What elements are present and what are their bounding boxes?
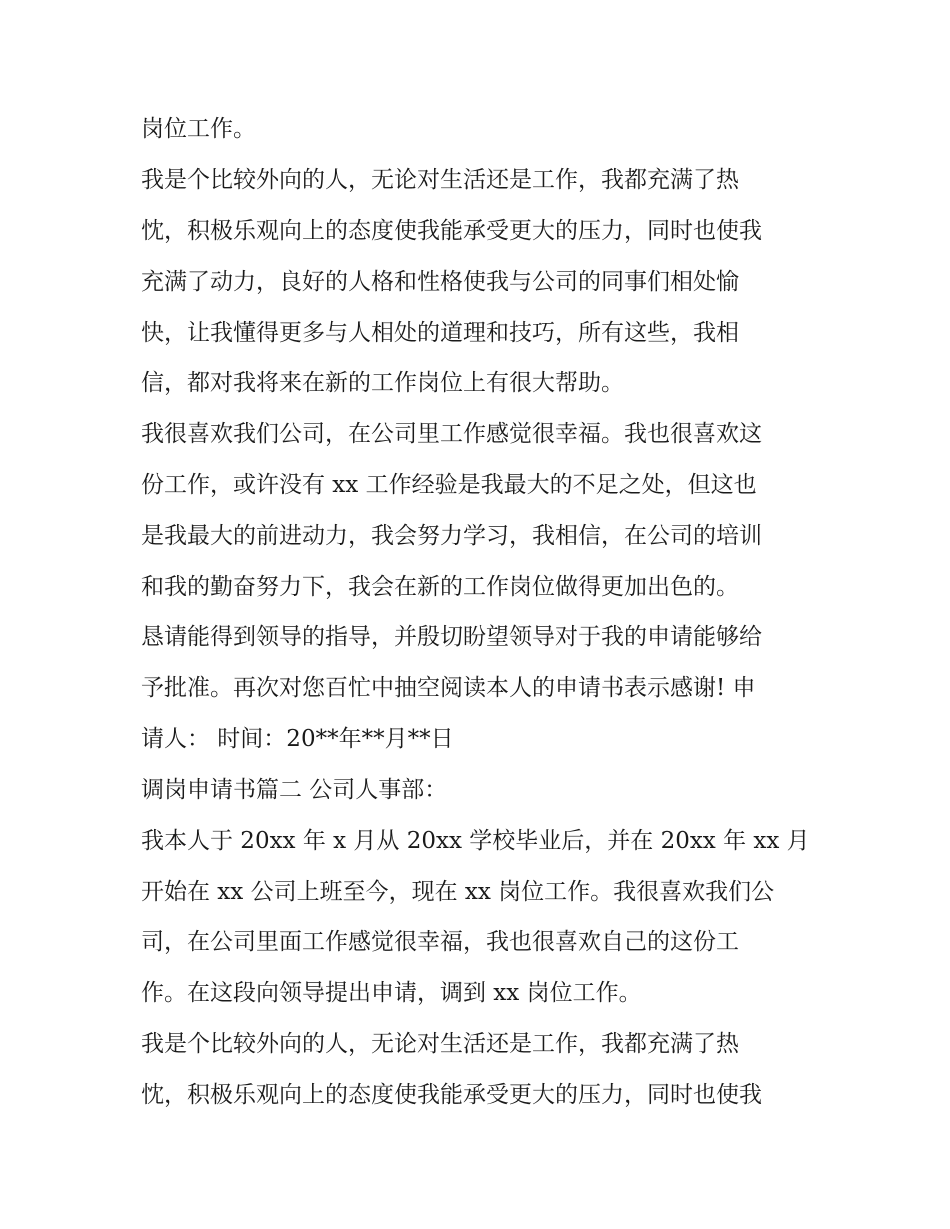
text-line: 充满了动力，良好的人格和性格使我与公司的同事们相处愉 bbox=[141, 269, 739, 295]
text-line: 我很喜欢我们公司，在公司里工作感觉很幸福。我也很喜欢这 bbox=[141, 421, 762, 447]
text-line: 快，让我懂得更多与人相处的道理和技巧，所有这些，我相 bbox=[141, 320, 739, 346]
text-line: 是我最大的前进动力，我会努力学习，我相信，在公司的培训 bbox=[141, 523, 762, 549]
text-line: 请人： 时间：20**年**月**日 bbox=[141, 726, 454, 752]
text-line: 忱，积极乐观向上的态度使我能承受更大的压力，同时也使我 bbox=[141, 1082, 762, 1108]
text-line: 信，都对我将来在新的工作岗位上有很大帮助。 bbox=[141, 370, 624, 396]
text-line: 和我的勤奋努力下，我会在新的工作岗位做得更加出色的。 bbox=[141, 574, 739, 600]
text-line: 岗位工作。 bbox=[141, 116, 256, 142]
section-heading: 调岗申请书篇二 公司人事部： bbox=[141, 777, 448, 803]
text-line: 我本人于 20xx 年 x 月从 20xx 学校毕业后，并在 20xx 年 xx 月 bbox=[141, 828, 810, 854]
text-line: 开始在 xx 公司上班至今，现在 xx 岗位工作。我很喜欢我们公 bbox=[141, 879, 775, 905]
text-line: 份工作，或许没有 xx 工作经验是我最大的不足之处，但这也 bbox=[141, 472, 757, 498]
text-line: 我是个比较外向的人，无论对生活还是工作，我都充满了热 bbox=[141, 167, 739, 193]
text-line: 我是个比较外向的人，无论对生活还是工作，我都充满了热 bbox=[141, 1031, 739, 1057]
text-line: 恳请能得到领导的指导，并殷切盼望领导对于我的申请能够给 bbox=[141, 624, 762, 650]
text-line: 忱，积极乐观向上的态度使我能承受更大的压力，同时也使我 bbox=[141, 218, 762, 244]
text-line: 作。在这段向领导提出申请，调到 xx 岗位工作。 bbox=[141, 980, 642, 1006]
text-line: 司，在公司里面工作感觉很幸福，我也很喜欢自己的这份工 bbox=[141, 929, 739, 955]
text-line: 予批准。再次对您百忙中抽空阅读本人的申请书表示感谢! 申 bbox=[141, 675, 756, 701]
